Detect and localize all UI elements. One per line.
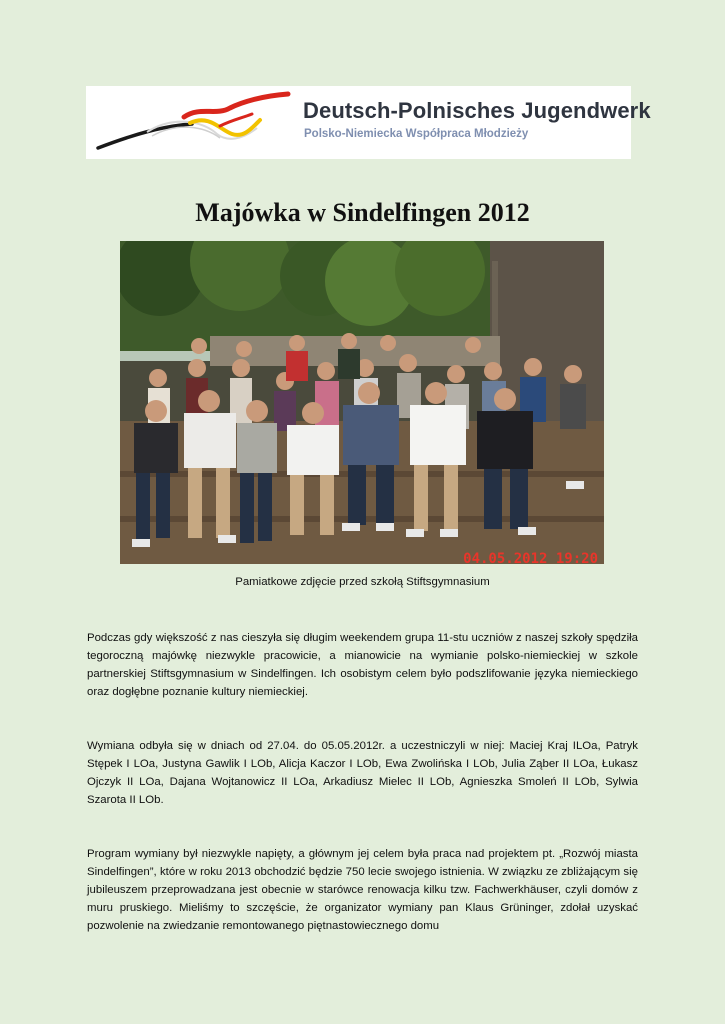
group-photo: [120, 241, 604, 564]
photo-caption: Pamiatkowe zdjęcie przed szkołą Stiftsgymnasium: [235, 576, 490, 588]
logo-banner: [86, 86, 651, 159]
logo-subtitle: Polsko-Niemiecka Współpraca Młodzieży: [304, 128, 529, 140]
page-title: Majówka w Sindelfingen 2012: [195, 198, 530, 227]
paragraph-2: Wymiana odbyła się w dniach od 27.04. do 05.05.2012r. a uczestniczyli w niej: Maciej Kraj ILOa, Patryk Stępek I LOa, Justyna Gawlik I LOb, Alicja Kaczor I LOb, Ewa Zwolińska I LOb, Julia Ząber II LOa, Łukasz Ojczyk II LOa, Dajana Wojtanowicz II LOa, Arkadiusz Mielec II LOb, Agnieszka Smoleń II LOb, Sylwia Szarota II LOb.: [87, 740, 638, 806]
photo-timestamp: 04.05.2012 19:20: [463, 551, 598, 564]
dpjw-logo-icon: [92, 90, 292, 155]
group-photo-illustration: [120, 241, 604, 564]
paragraph-1: Podczas gdy większość z nas cieszyła się długim weekendem grupa 11-stu uczniów z naszej szkoły spędziła tegoroczną majówkę niezwykle pracowicie, a mianowicie na wymianie polsko-niemieckiej w szkole partnerskiej Stiftsgymnasium w Sindelfingen. Ich osobistym celem było podszlifowanie języka niemieckiego oraz dogłębne poznanie kultury niemieckiej.: [87, 632, 638, 698]
paragraph-3: Program wymiany był niezwykle napięty, a głównym jej celem była praca nad projektem pt. „Rozwój miasta Sindelfingen”, które w roku 2013 obchodzić będzie 750 lecie swojego istnienia. W związku ze zbliżającym się jubileuszem przeprowadzana jest obecnie w starówce renowacja kilku tzw. Fachwerkhäuser, czyli domów z muru pruskiego. Mieliśmy to szczęście, że organizator wymiany pan Klaus Grüninger, zdołał uzyskać pozwolenie na zwiedzanie remontowanego piętnastowiecznego domu: [87, 848, 638, 932]
logo-title: Deutsch-Polnisches Jugendwerk: [303, 98, 651, 123]
